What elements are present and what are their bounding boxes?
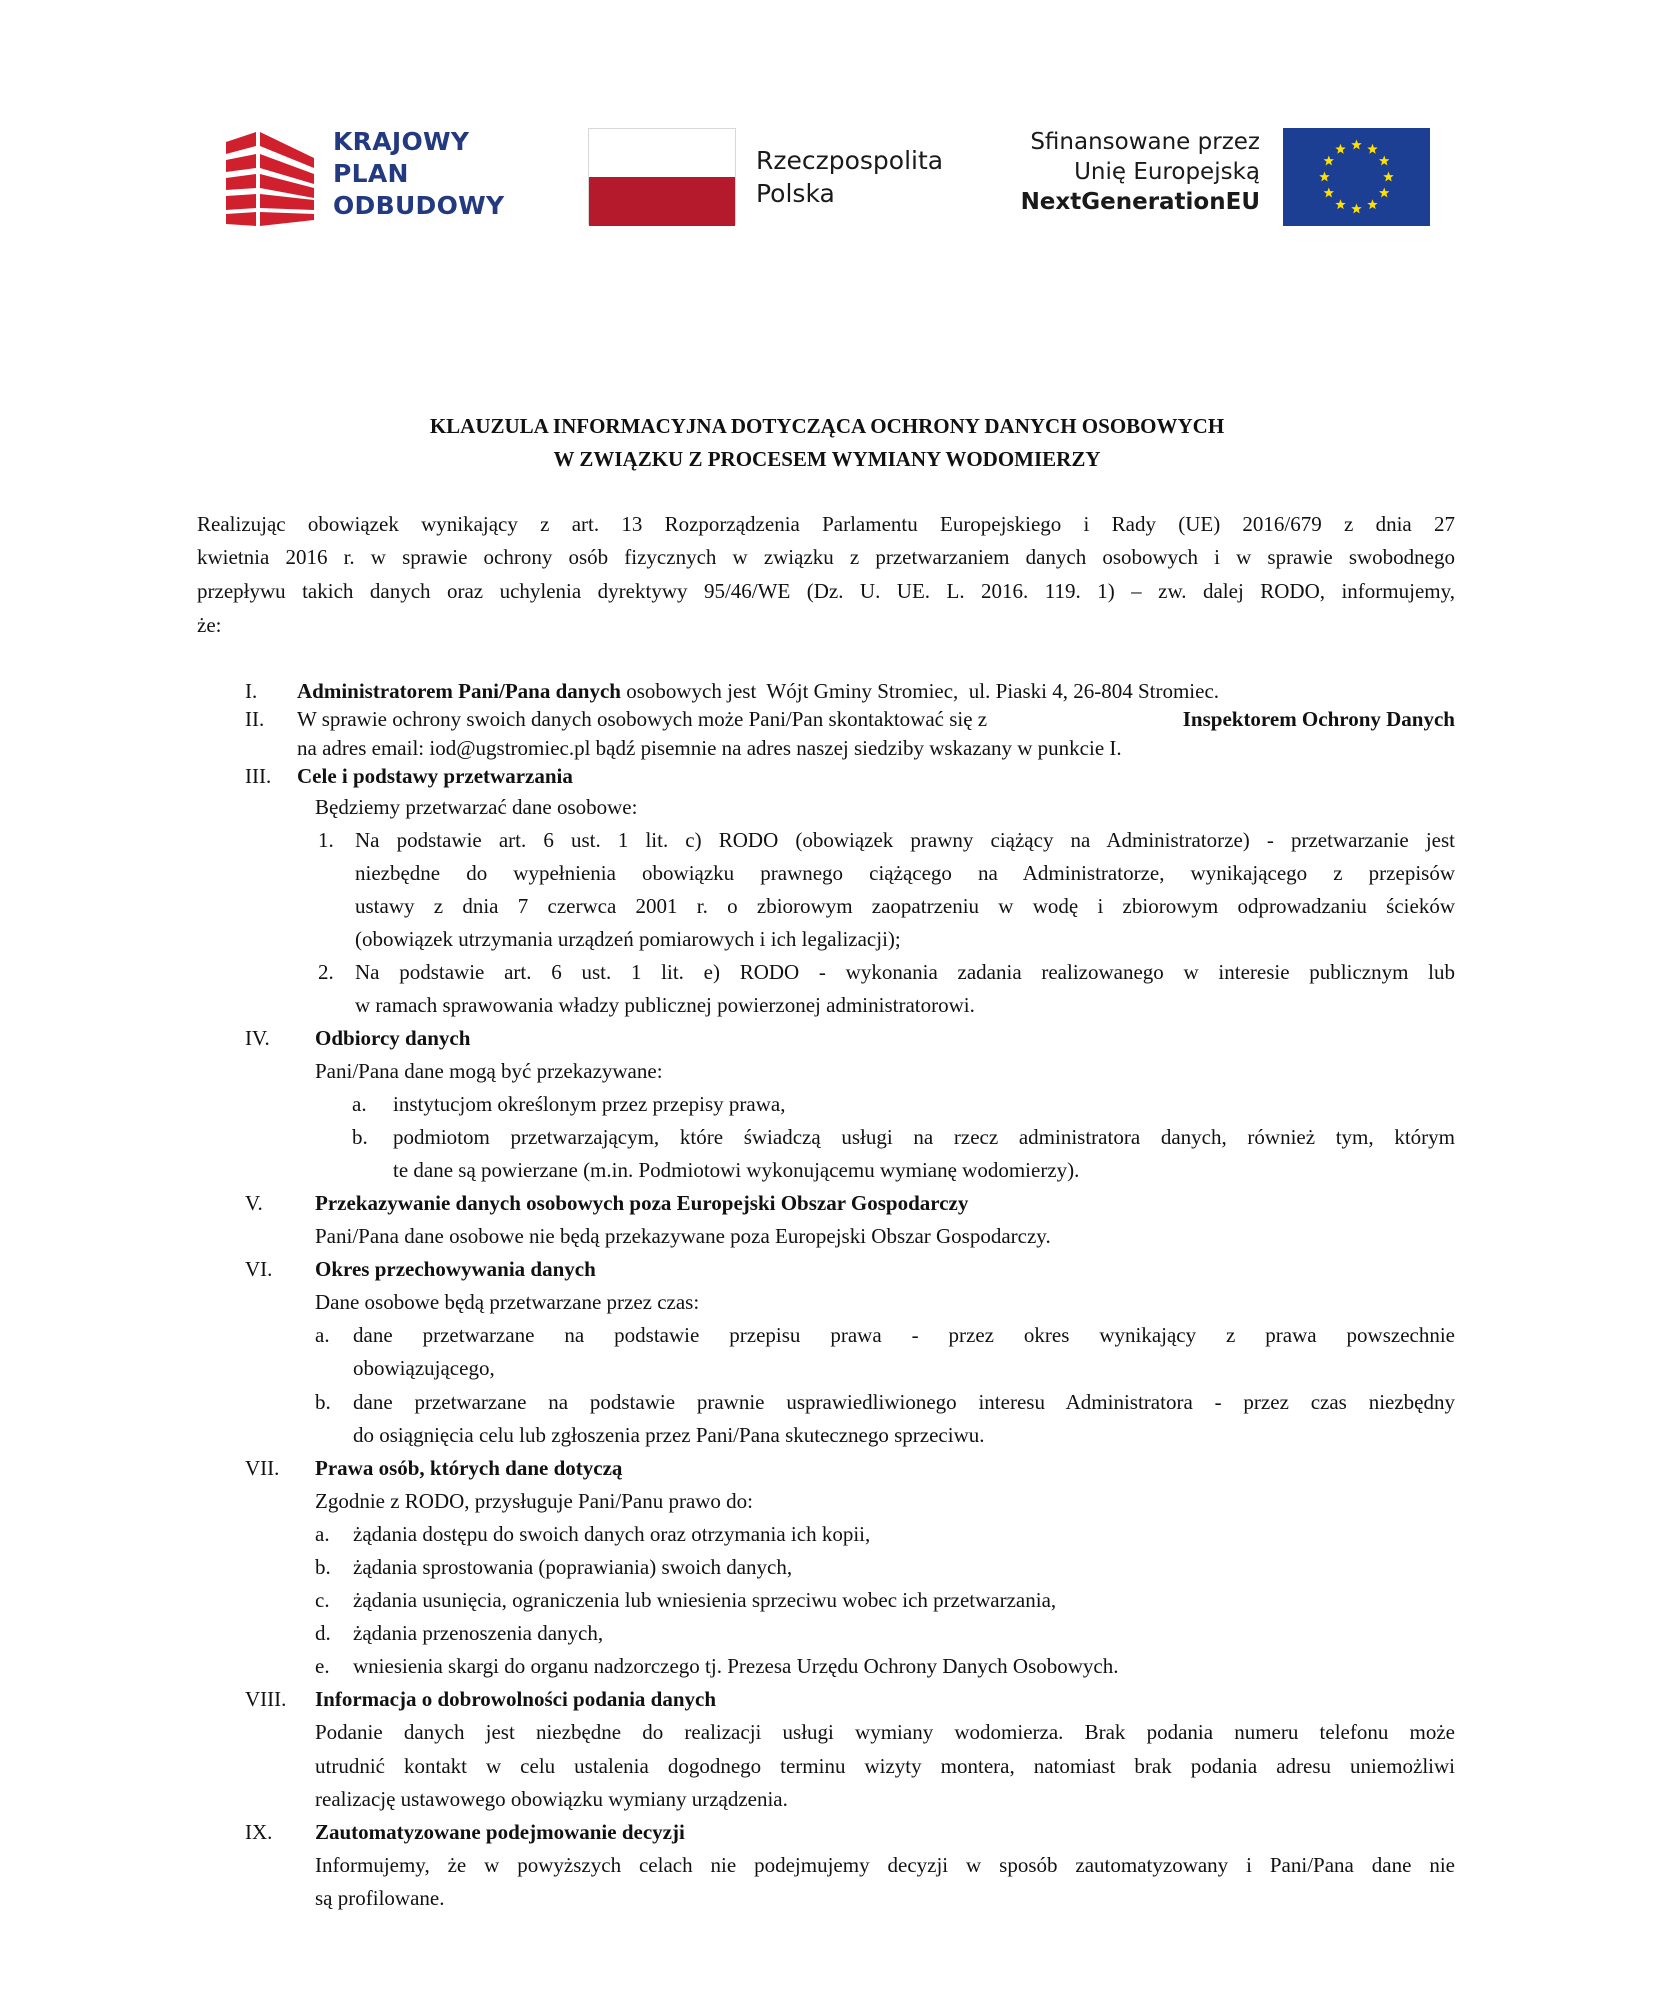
list-marker: e.	[315, 1654, 330, 1678]
section-2-pre: W sprawie ochrony swoich danych osobowych może Pani/Pan skontaktować się z	[297, 707, 993, 731]
section-text-line: utrudnić kontakt w celu ustalenia dogodnego terminu wizyty montera, natomiast brak podania adresu uniemożliwi	[315, 1754, 1455, 1778]
list-item-line: (obowiązek utrzymania urządzeń pomiarowych i ich legalizacji);	[355, 927, 901, 951]
intro-line: kwietnia 2016 r. w sprawie ochrony osób fizycznych w związku z przetwarzaniem danych osobowych i w sprawie swobodnego	[197, 545, 1455, 569]
list-item-line: instytucjom określonym przez przepisy prawa,	[393, 1092, 786, 1116]
list-item-line: żądania dostępu do swoich danych oraz otrzymania ich kopii,	[353, 1522, 871, 1546]
section-heading: Cele i podstawy przetwarzania	[297, 764, 573, 788]
eu-line-1: Sfinansowane przez	[1030, 129, 1260, 155]
document-title-line-1: KLAUZULA INFORMACYJNA DOTYCZĄCA OCHRONY DANYCH OSOBOWYCH	[429, 414, 1225, 438]
list-marker: b.	[315, 1390, 331, 1414]
section-2-bold: Inspektorem Ochrony Danych	[1182, 707, 1455, 731]
list-item-line: dane przetwarzane na podstawie prawnie usprawiedliwionego interesu Administratora - przez czas niezbędny	[353, 1390, 1455, 1414]
poland-line-1: Rzeczpospolita	[756, 146, 944, 175]
intro-line: że:	[197, 613, 222, 637]
section-text-line: Informujemy, że w powyższych celach nie podejmujemy decyzji w sposób zautomatyzowany i Pani/Pana dane nie	[315, 1853, 1455, 1877]
list-item-line: podmiotom przetwarzającym, które świadczą usługi na rzecz administratora danych, również tym, którym	[393, 1125, 1455, 1149]
section-heading: Przekazywanie danych osobowych poza Europejski Obszar Gospodarczy	[315, 1191, 969, 1215]
kpo-logo-mark-icon	[226, 128, 314, 226]
section-text: Pani/Pana dane osobowe nie będą przekazywane poza Europejski Obszar Gospodarczy.	[315, 1224, 1051, 1248]
list-item-line: w ramach sprawowania władzy publicznej powierzonej administratorowi.	[355, 993, 975, 1017]
kpo-line-2: PLAN	[333, 159, 409, 188]
section-intro: Będziemy przetwarzać dane osobowe:	[315, 795, 638, 819]
intro-line: przepływu takich danych oraz uchylenia dyrektywy 95/46/WE (Dz. U. UE. L. 2016. 119. 1) – zw. dalej RODO, informujemy,	[197, 579, 1455, 603]
section-1-bold: Administratorem Pani/Pana danych	[297, 679, 621, 703]
section-heading: Informacja o dobrowolności podania danych	[315, 1687, 717, 1711]
kpo-logo-text	[333, 126, 504, 222]
document-title-line-2: W ZWIĄZKU Z PROCESEM WYMIANY WODOMIERZY	[553, 447, 1101, 471]
section-number: IV.	[245, 1026, 270, 1050]
section-intro: Pani/Pana dane mogą być przekazywane:	[315, 1059, 663, 1083]
section-number: IX.	[245, 1820, 273, 1844]
section-number: VI.	[245, 1257, 273, 1281]
section-number: VII.	[245, 1456, 280, 1480]
list-marker: a.	[352, 1092, 367, 1116]
list-item-line: niezbędne do wypełnienia obowiązku prawnego ciążącego na Administratorze, wynikającego z przepisów	[355, 861, 1455, 885]
eu-funding-text	[980, 127, 1260, 217]
list-marker: a.	[315, 1323, 330, 1347]
poland-line-2: Polska	[756, 179, 835, 208]
list-marker: 2.	[318, 960, 334, 984]
intro-line: Realizując obowiązek wynikający z art. 13 Rozporządzenia Parlamentu Europejskiego i Rady (UE) 2016/679 z dnia 27	[197, 512, 1455, 536]
list-item-line: obowiązującego,	[353, 1356, 495, 1380]
kpo-line-1: KRAJOWY	[333, 127, 470, 156]
list-item-line: dane przetwarzane na podstawie przepisu prawa - przez okres wynikający z prawa powszechnie	[353, 1323, 1455, 1347]
list-item-line: wniesienia skargi do organu nadzorczego tj. Prezesa Urzędu Ochrony Danych Osobowych.	[353, 1654, 1119, 1678]
list-marker: d.	[315, 1621, 331, 1645]
section-text-line: są profilowane.	[315, 1886, 445, 1910]
eu-line-3: NextGenerationEU	[1020, 189, 1260, 215]
section-number: VIII.	[245, 1687, 287, 1711]
list-item-line: do osiągnięcia celu lub zgłoszenia przez Pani/Pana skutecznego sprzeciwu.	[353, 1423, 985, 1447]
list-item-line: żądania przenoszenia danych,	[353, 1621, 604, 1645]
section-heading: Okres przechowywania danych	[315, 1257, 596, 1281]
section-number: III.	[245, 764, 272, 788]
list-item-line: ustawy z dnia 7 czerwca 2001 r. o zbiorowym zaopatrzeniu w wodę i zbiorowym odprowadzaniu ścieków	[355, 894, 1455, 918]
section-number: I.	[245, 679, 258, 703]
section-2-line-2: na adres email: iod@ugstromiec.pl bądź pisemnie na adres naszej siedziby wskazany w punkcie I.	[297, 736, 1122, 760]
list-item-line: Na podstawie art. 6 ust. 1 lit. e) RODO - wykonania zadania realizowanego w interesie publicznym lub	[355, 960, 1455, 984]
list-marker: b.	[315, 1555, 331, 1579]
section-number: V.	[245, 1191, 263, 1215]
section-intro: Zgodnie z RODO, przysługuje Pani/Panu prawo do:	[315, 1489, 754, 1513]
section-text-line: Podanie danych jest niezbędne do realizacji usługi wymiany wodomierza. Brak podania numeru telefonu może	[315, 1720, 1455, 1744]
section-heading: Zautomatyzowane podejmowanie decyzji	[315, 1820, 685, 1844]
eu-flag-icon	[1283, 128, 1430, 226]
section-1-rest: osobowych jest Wójt Gminy Stromiec, ul. Piaski 4, 26-804 Stromiec.	[620, 679, 1220, 703]
poland-logo-text	[756, 144, 943, 210]
section-heading: Odbiorcy danych	[315, 1026, 471, 1050]
list-item-line: żądania sprostowania (poprawiania) swoich danych,	[353, 1555, 793, 1579]
section-intro: Dane osobowe będą przetwarzane przez czas:	[315, 1290, 700, 1314]
polish-flag-icon	[588, 128, 736, 225]
list-marker: a.	[315, 1522, 330, 1546]
eu-line-2: Unię Europejską	[1074, 159, 1260, 185]
list-item-line: Na podstawie art. 6 ust. 1 lit. c) RODO (obowiązek prawny ciążący na Administratorze) - przetwarzanie jest	[355, 828, 1455, 852]
section-heading: Prawa osób, których dane dotyczą	[315, 1456, 623, 1480]
list-item-line: te dane są powierzane (m.in. Podmiotowi wykonującemu wymianę wodomierzy).	[393, 1158, 1080, 1182]
list-marker: b.	[352, 1125, 368, 1149]
section-text-line: realizację ustawowego obowiązku wymiany urządzenia.	[315, 1787, 788, 1811]
list-marker: c.	[315, 1588, 330, 1612]
list-marker: 1.	[318, 828, 334, 852]
section-number: II.	[245, 707, 265, 731]
list-item-line: żądania usunięcia, ograniczenia lub wniesienia sprzeciwu wobec ich przetwarzania,	[353, 1588, 1057, 1612]
kpo-line-3: ODBUDOWY	[333, 191, 505, 220]
